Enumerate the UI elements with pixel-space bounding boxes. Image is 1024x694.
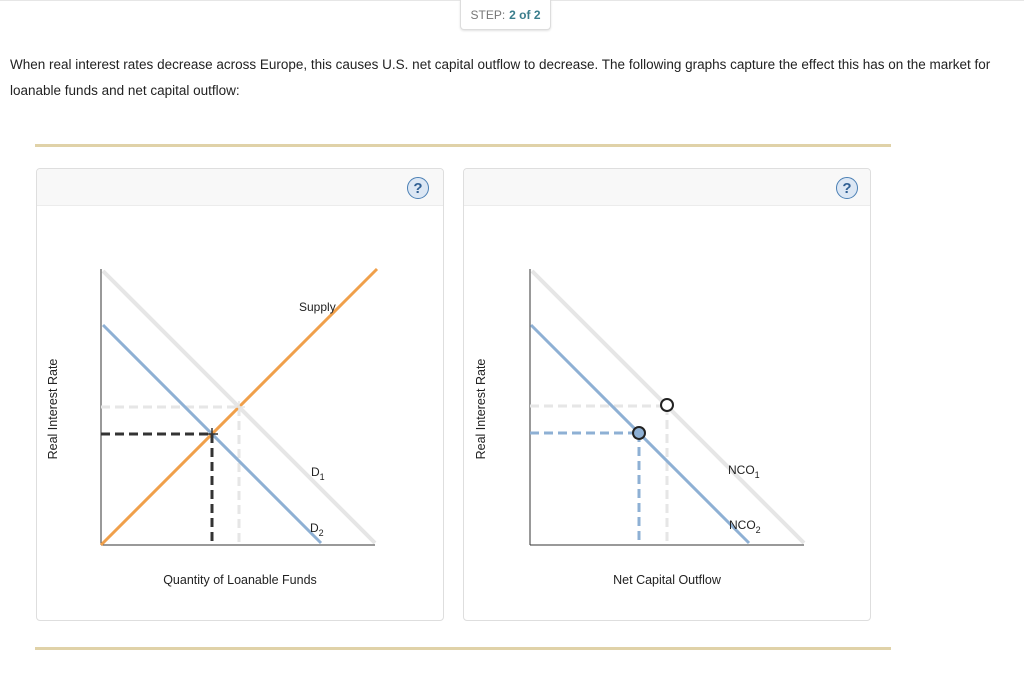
bottom-section-rule bbox=[35, 647, 891, 650]
d1-curve-label: $D_1$ bbox=[311, 465, 325, 482]
nco-x-axis-title: Net Capital Outflow bbox=[613, 573, 721, 587]
old-nco-point[interactable] bbox=[661, 399, 673, 411]
net-capital-outflow-graph[interactable] bbox=[464, 169, 870, 620]
loanable-funds-y-axis-title: Real Interest Rate bbox=[46, 358, 60, 460]
loanable-funds-help-button[interactable]: ? bbox=[407, 177, 429, 199]
loanable-funds-panel bbox=[36, 168, 444, 621]
top-section-rule bbox=[35, 144, 891, 147]
question-intro-text: When real interest rates decrease across Europe, this causes U.S. net capital outflow to decrease. The following graphs capture the effect this has on the market for loanable funds and net capital outflow: bbox=[10, 57, 991, 98]
nco-y-axis-title: Real Interest Rate bbox=[474, 358, 488, 460]
nco2-curve-label: $NCO_2$ bbox=[729, 518, 761, 535]
new-nco-point[interactable] bbox=[633, 427, 645, 439]
supply-curve-label: Supply bbox=[299, 300, 336, 314]
nco1-curve-label: $NCO_1$ bbox=[728, 463, 760, 480]
net-capital-outflow-help-button[interactable]: ? bbox=[836, 177, 858, 199]
loanable-funds-x-axis-title: Quantity of Loanable Funds bbox=[163, 573, 317, 587]
step-count: 2 of 2 bbox=[509, 7, 541, 22]
d2-curve-label: $D_2$ bbox=[310, 521, 324, 538]
net-capital-outflow-panel bbox=[463, 168, 871, 621]
loanable-funds-graph[interactable] bbox=[37, 169, 443, 620]
step-word: STEP: bbox=[470, 7, 506, 22]
step-indicator bbox=[460, 0, 551, 30]
